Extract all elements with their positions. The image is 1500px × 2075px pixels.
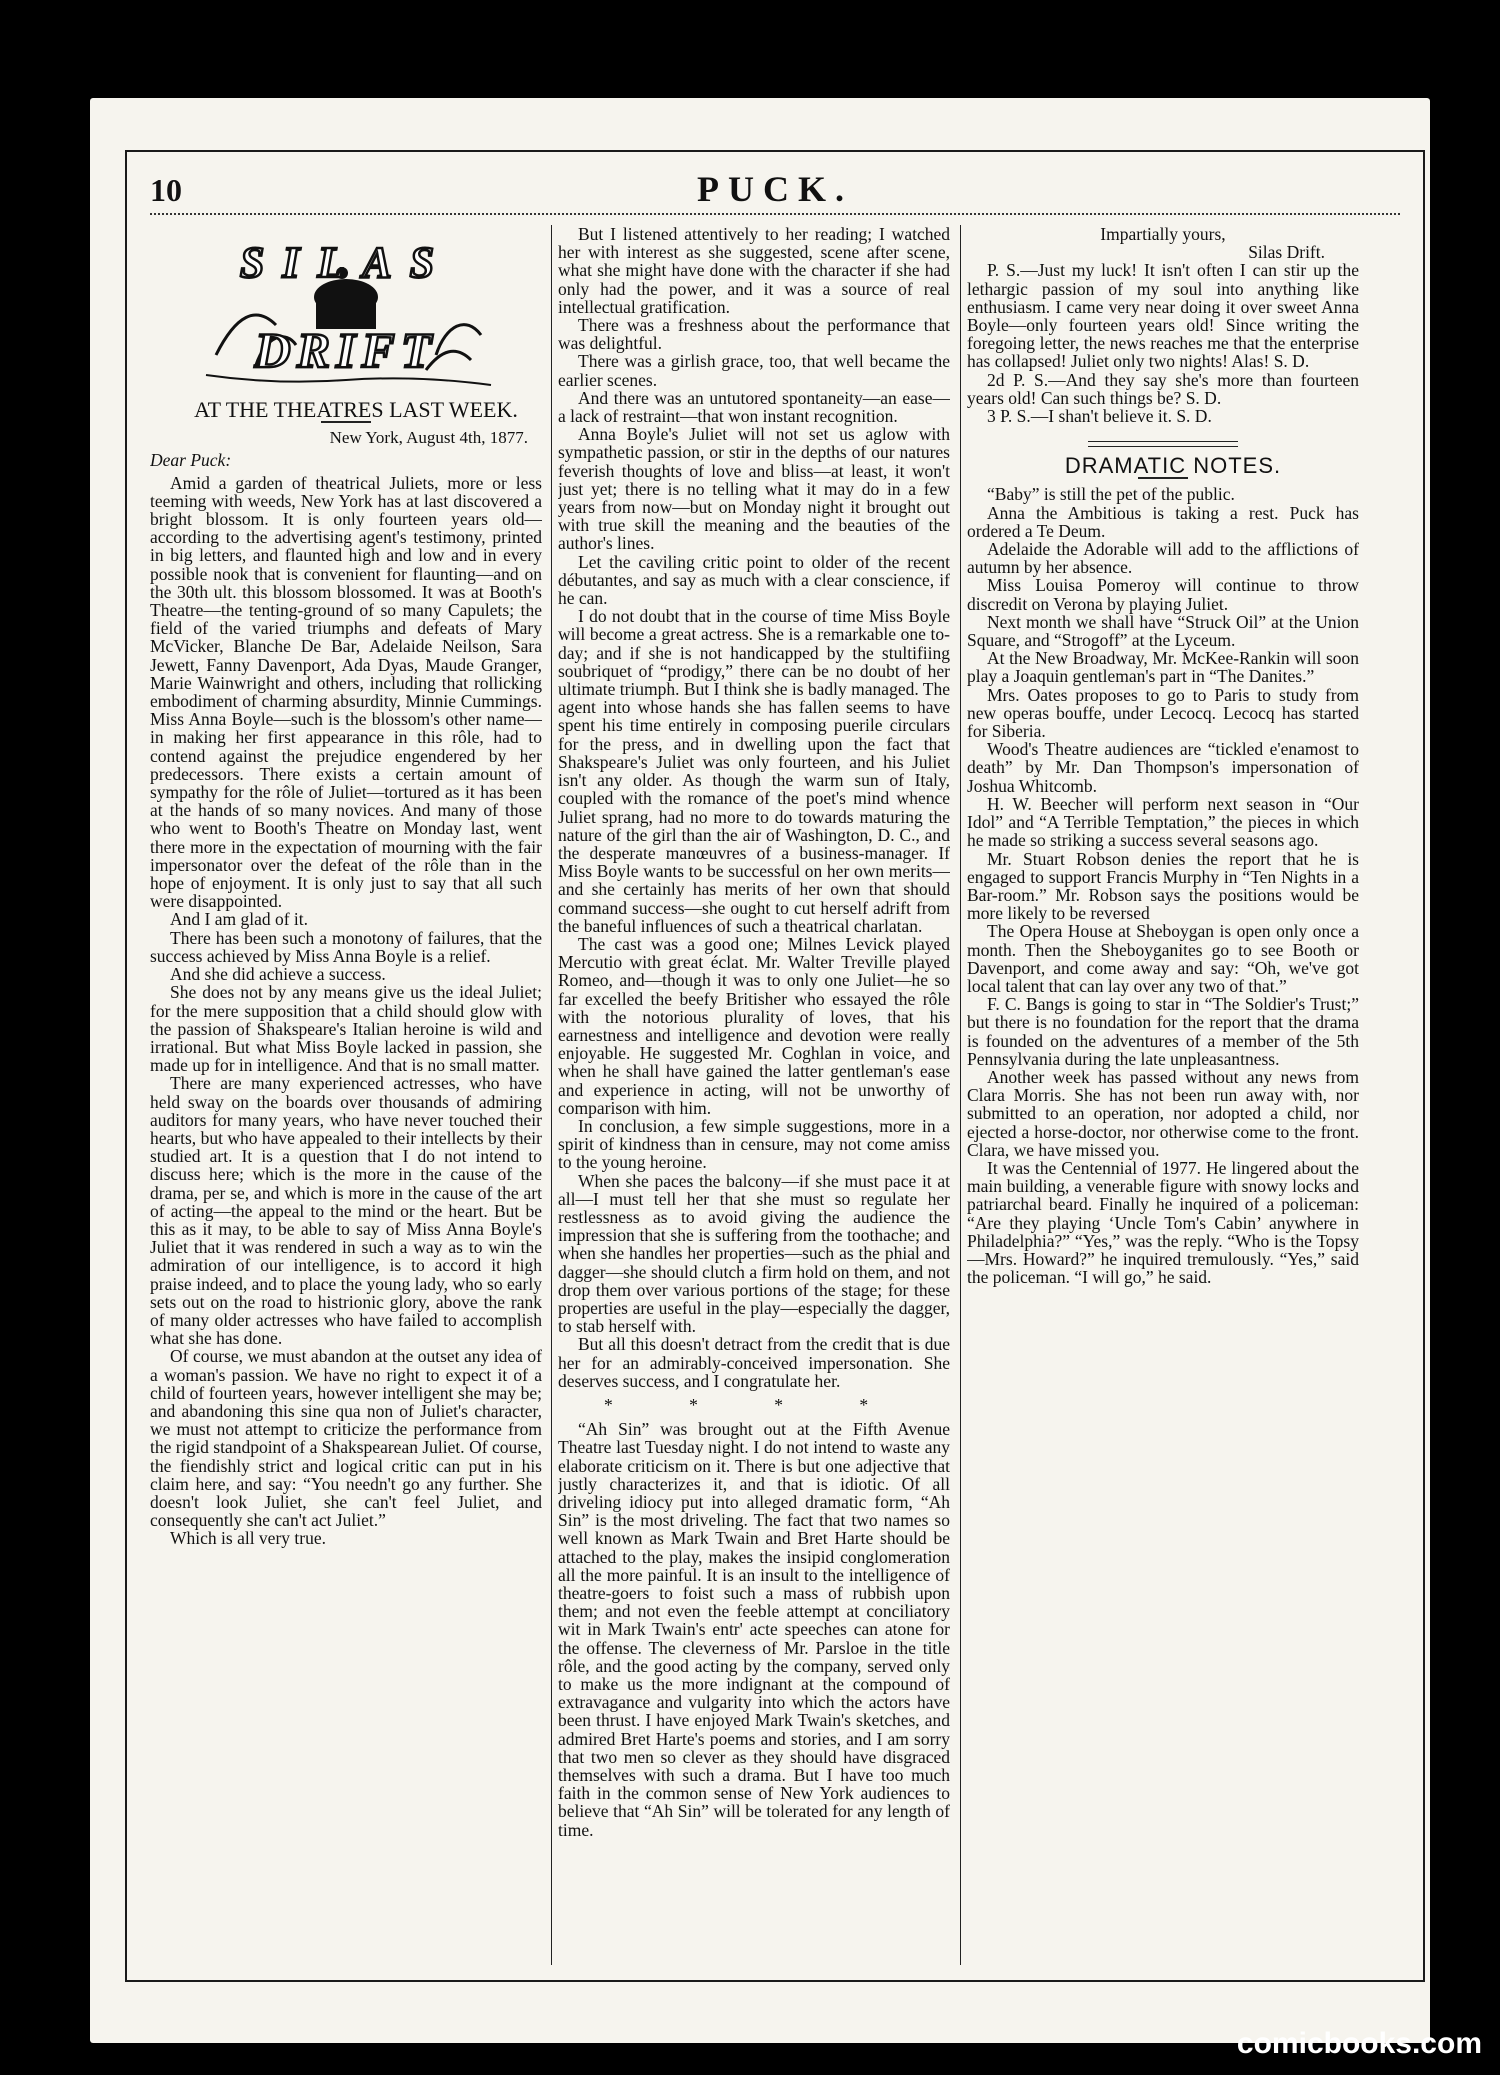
paragraph: Amid a garden of theatrical Juliets, more or less teeming with weeds, New York has at last discovered a bright blossom. It is only fourteen years old—according to the advertising agent's testimony, printed in big letters, and flaunted high and low and in every possible nook that is convenient for flaunting—and on the 30th ult. this blossom blossomed. It was at Booth's Theatre—the tenting-ground of so many Capulets; the field of the varied triumphs and defeats of Mary McVicker, Blanche De Bar, Adelaide Neilson, Sara Jewett, Fanny Davenport, Ada Dyas, Maude Granger, Marie Wainwright and others, including that rollicking embodiment of charming absurdity, Minnie Cummings. Miss Anna Boyle—such is the blossom's other name—in making her first appearance in this rôle, had to contend against the prejudice engendered by her predecessors. There exists a certain amount of sympathy for the rôle of Juliet—tortured as it has been at the hands of so many novices. And many of those who went to Booth's Theatre on Monday last, went there more in the expectation of mourning with the fair impersonator over the defeat of the rôle than in the hope of enjoyment. It is only just to say that all such were disappointed. [150, 472, 542, 912]
paragraph: But I listened attentively to her reading; I watched her with interest as she suggested, scene after scene, what she might have done with the character if she had only had the power, and it was a source of real intellectual gratification. [558, 225, 950, 317]
paragraph: There was a girlish grace, too, that well became the earlier scenes. [558, 351, 950, 390]
note: Mr. Stuart Robson denies the report that he is engaged to support Francis Murphy in “Ten Nights in a Bar-room.” Mr. Robson says the positions would be more likely to be reversed [967, 848, 1359, 924]
masthead-title: PUCK. [697, 169, 853, 209]
paragraph: Of course, we must abandon at the outset any idea of a woman's passion. We have no right to expect it of a child of fourteen years, however intelligent she may be; and abandoning this sine qua non of Juliet's character, we must not attempt to criticize the performance from the rigid standpoint of a Shakspearean Juliet. Of course, the fiendishly strict and logical critic can put in his claim here, and say: “You needn't go any further. She doesn't look Juliet, she can't feel Juliet, and consequently she can't act Juliet.” [150, 1346, 542, 1531]
page-number: 10 [150, 172, 182, 208]
column-2 [558, 225, 950, 1965]
note: Another week has passed without any news from Clara Morris. She has not been run away with, nor submitted to an operation, nor adopted a child, nor ejected a horse-doctor, nor otherwise come to the front. Clara, we have missed you. [967, 1066, 1359, 1160]
signoff: Impartially yours, [1100, 225, 1226, 244]
note: “Baby” is still the pet of the public. [987, 484, 1235, 505]
paragraph: And she did achieve a success. [170, 964, 386, 985]
paragraph: There has been such a monotony of failures, that the success achieved by Miss Anna Boyle is a relief. [150, 927, 542, 966]
postscript: 2d P. S.—And they say she's more than fourteen years old! Can such things be? S. D. [967, 369, 1359, 408]
note: Next month we shall have “Struck Oil” at the Union Square, and “Strogoff” at the Lyceum. [967, 611, 1359, 651]
note: Mrs. Oates proposes to go to Paris to study from new operas bouffe, under Lecocq. Lecocq has started for Siberia. [967, 684, 1359, 742]
column-3 [967, 225, 1359, 1965]
paragraph: Which is all very true. [170, 1528, 326, 1549]
salutation: Dear Puck: [150, 450, 232, 471]
note: Wood's Theatre audiences are “tickled e'enamost to death” by Mr. Dan Thompson's impersonation of Joshua Whitcomb. [967, 739, 1359, 796]
paragraph: And I am glad of it. [170, 909, 309, 930]
paragraph: There are many experienced actresses, who have held sway on the boards over thousands of admiring auditors for many years, who have never touched their hearts, but who have appealed to their intellects by their studied art. It is a question that I do not intend to discuss here; which is the more in the cause of the drama, per se, and which is more in the cause of the art of acting—the appeal to the mind or the heart. But be this as it may, to be able to say of Miss Anna Boyle's Juliet that it was rendered in such a way as to win the admiration of our intelligence, is to accord it high praise indeed, and to place the young lady, who so early sets out on the road to histrionic glory, above the rank of many older actresses who have failed to accomplish what she has done. [150, 1073, 542, 1349]
postscript: P. S.—Just my luck! It isn't often I can stir up the lethargic passion of my soul into anything like enthusiasm. I came very near doing it over sweet Anna Boyle—only fourteen years old! Since writing the foregoing letter, the news reaches me that the enterprise has collapsed! Juliet only two nights! Alas! S. D. [967, 260, 1359, 372]
header-rule [150, 213, 1400, 215]
paragraph: There was a freshness about the performance that was delightful. [558, 315, 950, 354]
paragraph: When she paces the balcony—if she must pace it at all—I must tell her that she must so regulate her restlessness as to avoid giving the audience the impression that she is suffering from the toothache; and when she handles her properties—such as the phial and dagger—she should clutch a firm hold on them, and not drop them over various portions of the stage; for these properties are useful in the play—especially the dagger, to stab herself with. [558, 1170, 950, 1337]
paragraph: I do not doubt that in the course of time Miss Boyle will become a great actress. She is a remarkable one to-day; and if she is not handicapped by the stultifiing soubriquet of “prodigy,” there can be no doubt of her ultimate triumph. But I think she is badly managed. The agent into whose hands she has fallen seems to have spent his time entirely in composing puerile circulars for the press, and in dwelling upon the fact that Shakspeare's Juliet was only fourteen, and his Juliet isn't any older. As though the warm sun of Italy, coupled with the romance of the poet's mind whence Juliet sprang, had no more to do towards maturing the nature of the girl than the air of Washington, D. C., and the desperate manœuvres of a business-manager. If Miss Boyle wants to be successful on her own merits—and she certainly has merits of her own that should command success—she ought to cut herself adrift from the baneful influences of such a theatrical charlatan. [558, 606, 950, 936]
watermark: comicbooks.com [1236, 2027, 1482, 2060]
paragraph: The cast was a good one; Milnes Levick played Mercutio with great éclat. Mr. Walter Treville played Romeo, and—though it was to only one Juliet—he so far excelled the beefy Britisher who essayed the rôle with the notorious plurality of loves, that his earnestness and intelligence and devotion were really enjoyable. He suggested Mr. Coghlan in voice, and when he shall have gained the latter gentleman's ease and experience in acting, will not be unworthy of comparison with him. [558, 933, 950, 1118]
svg-text:SILAS: SILAS [239, 238, 453, 287]
paragraph: In conclusion, a few simple suggestions, more in a spirit of kindness than in censure, may not come amiss to the young heroine. [558, 1115, 950, 1173]
note: Adelaide the Adorable will add to the afflictions of autumn by her absence. [967, 539, 1359, 578]
note: At the New Broadway, Mr. McKee-Rankin will soon play a Joaquin gentleman's part in “The Danites.” [967, 648, 1359, 687]
note: Miss Louisa Pomeroy will continue to throw discredit on Verona by playing Juliet. [967, 575, 1359, 614]
paragraph: She does not by any means give us the ideal Juliet; for the mere supposition that a child should glow with the passion of Shakspeare's Italian heroine is wild and irrational. But what Miss Boyle lacked in passion, she made up for in intelligence. And that is no small matter. [150, 982, 542, 1076]
magazine-page [90, 98, 1430, 2043]
dramatic-notes-title: DRAMATIC NOTES. [1064, 453, 1282, 479]
paragraph: “Ah Sin” was brought out at the Fifth Avenue Theatre last Tuesday night. I do not intend to waste any elaborate criticism on it. There is but one adjective that justly characterizes it, and that is idiotic. Of all driveling idiocy put into alleged dramatic form, “Ah Sin” is the most driveling. The fact that two names so well known as Mark Twain and Bret Harte should be attached to the play, makes the insipid conglomeration all the more painful. It is an insult to the intelligence of theatre-goers to foist such a mass of rubbish upon them; and not even the feeble attempt at conciliatory wit in Mark Twain's entr' acte speeches can atone for the offense. The cleverness of Mr. Parsloe in the title rôle, and the good acting by the company, served only to make us the more indignant at the compound of extravagance and vulgarity into which the actors have been thrust. I have enjoyed Mark Twain's sketches, and admired Bret Harte's poems and stories, and I am sorry that two men so clever as they should have disgraced themselves with such a drama. But I have too much faith in the common sense of New York audiences to believe that “Ah Sin” will be tolerated for any length of time. [558, 1419, 950, 1840]
section-divider [1088, 441, 1238, 447]
silas-drift-logo [196, 235, 496, 395]
note: H. W. Beecher will perform next season in “Our Idol” and “A Terrible Temptation,” the pieces in which he made so striking a success several seasons ago. [967, 793, 1359, 851]
section-break: * * * * [603, 1395, 905, 1415]
note: Anna the Ambitious is taking a rest. Puck has ordered a Te Deum. [967, 502, 1359, 541]
column-1 [150, 225, 542, 1965]
note: F. C. Bangs is going to star in “The Soldier's Trust;” but there is no foundation for the report that the drama is founded on the adventures of a member of the 5th Pennsylvania during the late unpleasantness. [967, 994, 1359, 1069]
dateline: New York, August 4th, 1877. [329, 428, 528, 448]
svg-text:DRIFT: DRIFT [254, 322, 438, 378]
paragraph: But all this doesn't detract from the credit that is due her for an admirably-conceived impersonation. She deserves success, and I congratulate her. [558, 1334, 950, 1391]
note: It was the Centennial of 1977. He lingered about the main building, a venerable figure with snowy locks and patriarchal beard. Finally he inquired of a policeman: “Are they playing ‘Uncle Tom's Cabin’ anywhere in Philadelphia?” “Yes,” was the reply. “Who is the Topsy—Mrs. Howard?” he inquired tremulously. “Yes,” said the policeman. “I will go,” he said. [967, 1157, 1359, 1288]
postscript: 3 P. S.—I shan't believe it. S. D. [987, 406, 1212, 427]
paragraph: Let the caviling critic point to older of the recent débutantes, and say as much with a clear conscience, if he can. [558, 551, 950, 609]
page-header [150, 168, 1400, 208]
column-rule [960, 225, 961, 1965]
signature: Silas Drift. [1248, 242, 1325, 263]
column-rule [551, 225, 552, 1965]
note: The Opera House at Sheboygan is open only once a month. Then the Sheboyganites go to see Booth or Davenport, and come away and say: “Oh, we've got local talent that can lay over any two of that.” [967, 921, 1359, 996]
paragraph: And there was an untutored spontaneity—an ease—a lack of restraint—that won instant recognition. [558, 387, 950, 427]
article-title: AT THE THEATRES LAST WEEK. [194, 397, 518, 422]
paragraph: Anna Boyle's Juliet will not set us aglow with sympathetic passion, or stir in the depths of our natures feverish thoughts of love and bliss—at least, it won't just yet; there is no telling what it may do in a few years from now—but on Monday night it brought out with true skill the meaning and the beauties of the author's lines. [558, 424, 950, 554]
